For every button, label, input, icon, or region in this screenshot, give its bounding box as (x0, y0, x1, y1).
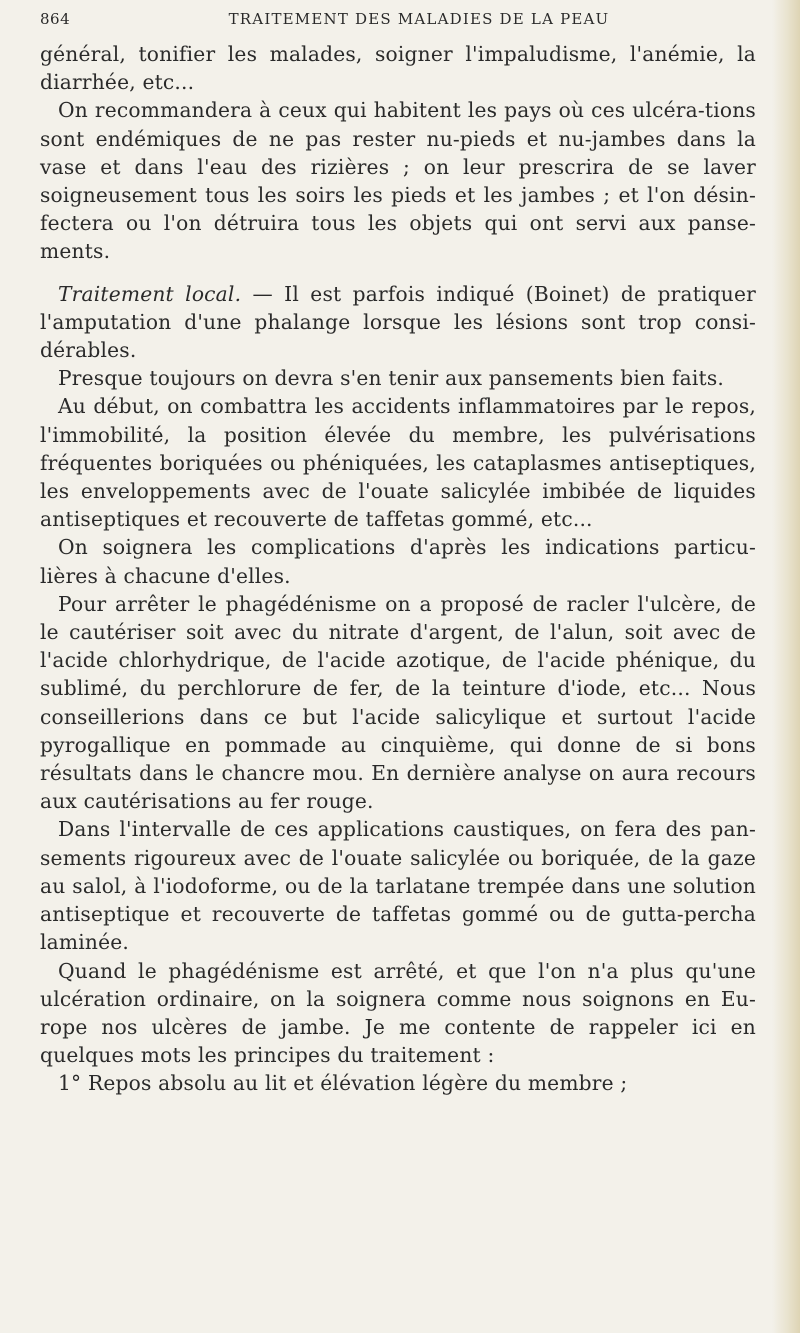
paragraph-8 (40, 815, 756, 956)
paragraph-2 (40, 96, 756, 265)
paragraph-8-text: Dans l'intervalle de ces applications caustiques, on fera des pan-sements rigoureux avec de l'ouate salicylée ou boriquée, de la gaze au salol, à l'iodoforme, ou de la tarlatane trempée dans une solution antiseptique et recouverte de taffetas gommé ou de gutta-percha laminée. (40, 817, 756, 955)
paragraph-9-text: Quand le phagédénisme est arrêté, et que l'on n'a plus qu'une ulcération ordinaire, on la soignera comme nous soignons en Eu-rope nos ulcères de jambe. Je me contente de rappeler ici en quelques mots les principes du traitement : (40, 958, 756, 1068)
text-body (40, 40, 756, 1098)
paragraph-9 (40, 957, 756, 1070)
running-title: TRAITEMENT DES MALADIES DE LA PEAU (228, 10, 610, 28)
paragraph-7 (40, 590, 756, 816)
paragraph-6-text: On soignera les complications d'après les indications particu-lières à chacune d'elles. (40, 535, 756, 588)
paragraph-1-text: général, tonifier les malades, soigner l'impaludisme, l'anémie, la diarrhée, etc... (40, 42, 756, 95)
page-number: 864 (40, 10, 71, 28)
paragraph-6 (40, 533, 756, 589)
page-edge-shadow (772, 0, 800, 1333)
paragraph-3-text: — Il est parfois indiqué (Boinet) de pratiquer l'amputation d'une phalange lorsque les lésions sont trop consi-dérables. (40, 281, 756, 363)
page-header (40, 6, 758, 36)
paragraph-10-text: 1° Repos absolu au lit et élévation légère du membre ; (58, 1071, 628, 1096)
paragraph-5 (40, 392, 756, 533)
paragraph-10 (40, 1069, 756, 1097)
paragraph-1 (40, 40, 756, 96)
paragraph-5-text: Au début, on combattra les accidents inflammatoires par le repos, l'immobilité, la position élevée du membre, les pulvérisations fréquentes boriquées ou phéniquées, les cataplasmes antiseptiques, les enveloppements avec de l'ouate salicylée imbibée de liquides antiseptiques et recouverte de taffetas gommé, etc... (40, 394, 756, 532)
section-heading-traitement-local: Traitement local. (58, 281, 242, 306)
paragraph-4-text: Presque toujours on devra s'en tenir aux pansements bien faits. (58, 366, 725, 391)
paragraph-3 (40, 280, 756, 365)
paragraph-2-text: On recommandera à ceux qui habitent les pays où ces ulcéra-tions sont endémiques de ne pas rester nu-pieds et nu-jambes dans la vase et dans l'eau des rizières ; on leur prescrira de se laver soigneusement tous les soirs les pieds et les jambes ; et l'on désin-fectera ou l'on détruira tous les objets qui ont servi aux panse-ments. (40, 98, 756, 264)
paragraph-4 (40, 364, 756, 392)
paragraph-7-text: Pour arrêter le phagédénisme on a proposé de racler l'ulcère, de le cautériser soit avec du nitrate d'argent, de l'alun, soit avec de l'acide chlorhydrique, de l'acide azotique, de l'acide phénique, du sublimé, du perchlorure de fer, de la teinture d'iode, etc... Nous conseillerions dans ce but l'acide salicylique et surtout l'acide pyrogallique en pommade au cinquième, qui donne de si bons résultats dans le chancre mou. En dernière analyse on aura recours aux cautérisations au fer rouge. (40, 591, 756, 814)
